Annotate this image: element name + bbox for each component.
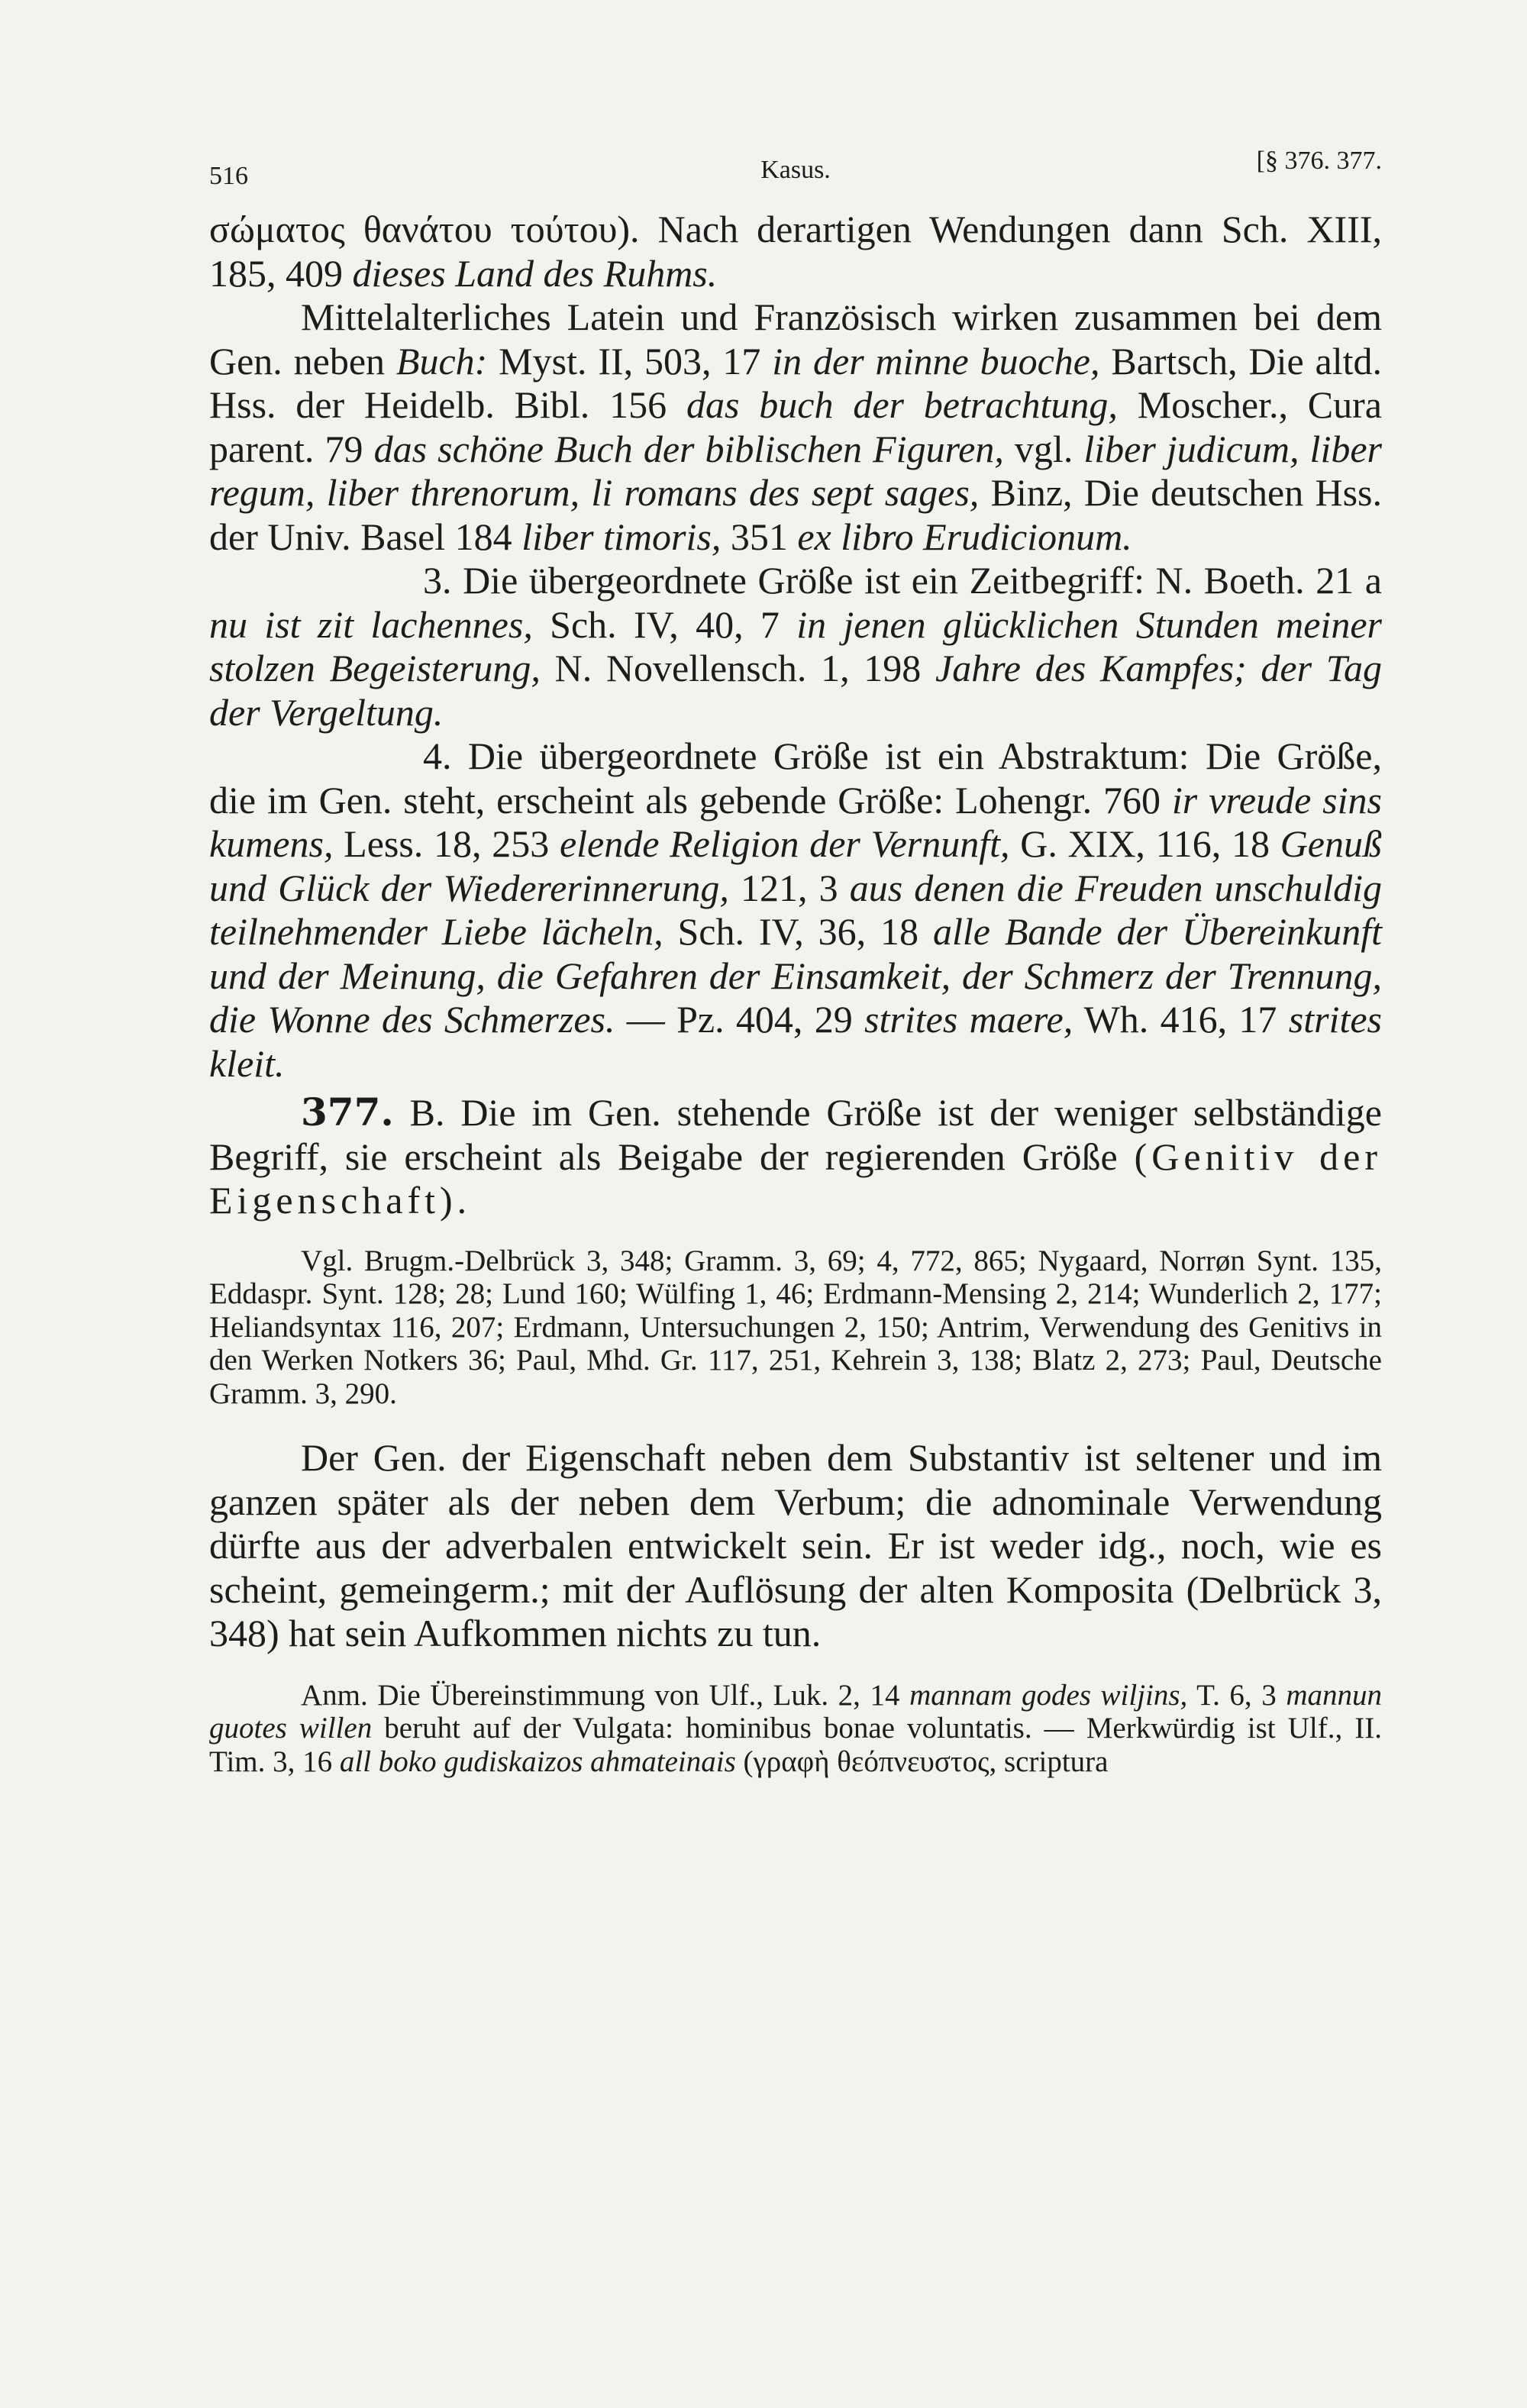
example-quote: dieses Land des Ruhms. <box>352 251 718 295</box>
text-run: Moscher., Cura parent. 79 <box>209 383 1383 470</box>
example-quote: aus denen die Freuden unschuldig teilnehmender Liebe lächeln, <box>209 866 1383 953</box>
text-run: Wh. 416, 17 <box>1073 998 1289 1041</box>
example-quote: ex libro Erudicionum. <box>797 515 1132 558</box>
example-quote: in jenen glücklichen Stunden meiner stolzen Begeisterung, <box>209 602 1382 689</box>
running-head <box>209 147 1382 208</box>
text-run: Mittelalterliches Latein und Französisch wirken zusammen bei dem Gen. neben <box>209 295 1382 383</box>
annotation-note <box>209 1679 1382 1779</box>
example-quote: liber timoris, <box>521 515 722 558</box>
example-quote: das buch der betrachtung, <box>686 383 1118 426</box>
example-quote: alle Bande der Übereinkunft und der Meinung, die Gefahren der Einsamkeit, der Schmerz der Trennung, die Wonne des Schmerzes. <box>209 910 1382 1041</box>
section-377 <box>209 1090 1382 1223</box>
text-run: Myst. II, 503, 17 <box>487 339 773 383</box>
paragraph-continuation <box>209 208 1382 295</box>
example-quote: ir vreude sins kumens, <box>209 778 1382 865</box>
example-quote: das schöne Buch der biblischen Figuren, <box>373 427 1004 470</box>
example-quote: nu ist zit lachennes, <box>209 602 533 646</box>
paragraph-genitive-quality: Der Gen. der Eigenschaft neben dem Substantiv ist seltener und im ganzen später als der neben dem Verbum; die adnominale Verwendung dürfte aus der adverbalen entwickelt sein. Er ist weder idg., noch, wie es scheint, gemeingerm.; mit der Auflösung der alten Komposita (Delbrück 3, 348) hat sein Aufkommen nichts zu tun. <box>209 1436 1382 1654</box>
text-run: Less. 18, 253 <box>333 822 560 865</box>
section-number: 377. <box>301 1089 394 1135</box>
paragraph-abstract <box>209 734 1382 1086</box>
running-title: Kasus. <box>760 156 831 184</box>
text-run: 351 <box>721 515 798 558</box>
example-quote: mannam godes wiljins, <box>909 1678 1188 1712</box>
text-run: Anm. Die Übereinstimmung von Ulf., Luk. 2, 14 <box>301 1678 910 1712</box>
literature-references: Vgl. Brugm.-Delbrück 3, 348; Gramm. 3, 69; 4, 772, 865; Nygaard, Norrøn Synt. 135, Eddaspr. Synt. 128; 28; Lund 160; Wülfing 1, 46; Erdmann-Mensing 2, 214; Wunderlich 2, 177; Heliandsyntax 116, 207; Erdmann, Untersuchungen 2, 150; Antrim, Verwendung des Genitivs in den Werken Notkers 36; Paul, Mhd. Gr. 117, 251, Kehrein 3, 138; Blatz 2, 273; Paul, Deutsche Gramm. 3, 290. <box>209 1244 1382 1410</box>
example-quote: strites maere, <box>864 998 1073 1041</box>
page-number: 516 <box>209 162 248 190</box>
text-run: Bartsch, Die altd. Hss. der Heidelb. Bibl. 156 <box>209 339 1383 426</box>
text-run: N. Novellensch. 1, 198 <box>540 647 935 689</box>
text-run: beruht auf der Vulgata: hominibus bonae voluntatis. — Merkwürdig ist Ulf., II. Tim. 3, 16 <box>209 1712 1382 1778</box>
example-quote: all boko gudiskaizos ahmateinais <box>339 1745 736 1778</box>
example-quote: liber judicum, liber regum, liber threnorum, li romans des sept sages, <box>209 427 1382 514</box>
example-quote: strites kleit. <box>209 998 1382 1085</box>
text-run: 3. Die übergeordnete Größe ist ein Zeitbegriff: N. Boeth. 21 a <box>423 559 1382 602</box>
example-quote: Buch: <box>395 339 488 383</box>
example-quote: Jahre des Kampfes; der Tag der Vergeltung. <box>209 647 1382 734</box>
example-quote: in der minne buoche, <box>772 339 1100 383</box>
text-run: σώματος θανάτου τούτου). Nach derartigen Wendungen dann Sch. XIII, 185, 409 <box>209 208 1382 295</box>
section-reference: [§ 376. 377. <box>1256 147 1382 175</box>
paragraph-time-concept <box>209 559 1382 734</box>
text-run: G. XIX, 116, 18 <box>1009 822 1280 865</box>
text-run: vgl. <box>1003 427 1084 470</box>
text-run: Binz, Die deutschen Hss. der Univ. Basel 184 <box>209 471 1383 558</box>
spaced-term: (Genitiv der Eigenschaft). <box>209 1135 1383 1222</box>
example-quote: mannun guotes willen <box>209 1678 1382 1745</box>
text-run: Sch. IV, 40, 7 <box>532 602 797 646</box>
text-run: T. 6, 3 <box>1187 1678 1286 1712</box>
text-run: 121, 3 <box>728 866 850 909</box>
example-quote: elende Religion der Vernunft, <box>559 822 1010 865</box>
text-run: Sch. IV, 36, 18 <box>663 910 933 953</box>
text-run: B. Die im Gen. stehende Größe ist der weniger selbständige Begriff, sie erscheint als Beigabe der regierenden Größe <box>209 1091 1382 1178</box>
paragraph-medieval-latin <box>209 295 1382 559</box>
text-run: 4. Die übergeordnete Größe ist ein Abstraktum: Die Größe, die im Gen. steht, erscheint als gebende Größe: Lohengr. 760 <box>209 734 1382 821</box>
text-run: (γραφὴ θεόπνευστος, scriptura <box>735 1745 1109 1778</box>
example-quote: Genuß und Glück der Wiedererinnerung, <box>209 822 1382 909</box>
text-run: — Pz. 404, 29 <box>615 998 865 1041</box>
